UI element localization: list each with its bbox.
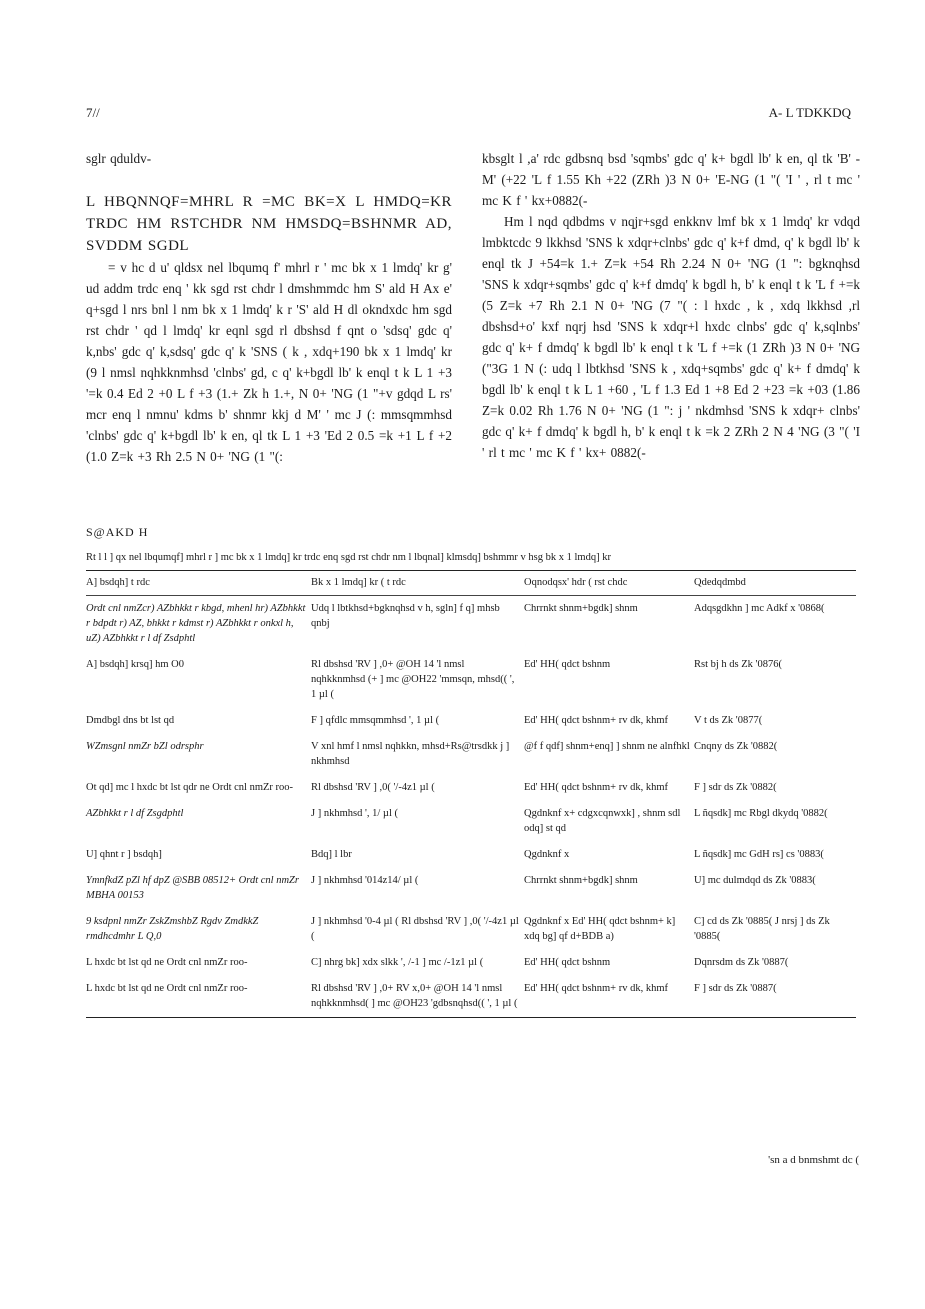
table-row — [86, 950, 856, 976]
table-row — [86, 976, 856, 1018]
table-cell: F ] sdr ds Zk '0887( — [694, 983, 777, 994]
table-cell: V t ds Zk '0877( — [694, 715, 763, 726]
table-cell: Ed' HH( qdct bshnm+ rv dk, khmf — [524, 782, 669, 793]
table-row — [86, 909, 856, 950]
section-heading: L HBQNNQF=MHRL R =MC BK=X L HMDQ=KR TRDC HM RSTCHDR NM HMSDQ=BSHNMR AD, SVDDM SGDL — [86, 194, 452, 254]
table-cell: L hxdc bt lst qd ne Ordt cnl nmZr roo- — [86, 983, 248, 994]
table-cell: Ot qd] mc l hxdc bt lst qdr ne Ordt cnl nmZr roo- — [86, 782, 294, 793]
table-row — [86, 652, 856, 708]
table-cell: C] nhrg bk] xdx slkk ', /-1 ] mc /-1z1 µl ( — [311, 957, 484, 968]
table-cell: Rl dbshsd 'RV ] ,0+ RV x,0+ @OH 14 'l nmsl nqhkknmhsd( ] mc @OH23 'gdbsnqhsd(( ', 1 µl ( — [311, 983, 518, 1009]
table-cell: Bdq] l lbr — [311, 849, 352, 860]
table-cell: Ed' HH( qdct bshnm — [524, 659, 611, 670]
table-cell: Dmdbgl dns bt lst qd — [86, 715, 175, 726]
table-cell: AZbhkkt r l df Zsgdphtl — [86, 808, 184, 819]
body-paragraph: Hm l nqd qdbdms v nqjr+sgd enkknv lmf bk x 1 lmdq' kr vdqd lmbktcdc 9 lkkhsd 'SNS k xdqr+clnbs' gdc q' k+f dmd, q' k bgdl lb' k enql tk J +54=k 1.+ Z=k +54 Rh 2.24 N 0+ 'NG (1 ": bgknqhsd 'SNS k xdqr+sqmbs' gdc q' k+f dmdq' k bgdl h, b' k enql t k 'L f +=k (5 Z=k +7 Rh 2.1 N 0+ 'NG (7 "( : l hxdc , k , xdq lkkhsd ,rl dbshsd+o' kxf nqrj hsd 'SNS k xdqr+l hxdc clnbs' gdc q' k,sqlnbs' gdc q' k+ f dmdq' k bgdl lb' k enql t k 'L f +=k (1 ZRh )3 N 0+ 'NG ("3G 1 N (: udq l lbtkhsd 'SNS k , xdq+sqmbs' gdc q' k+ f dmdq' k bgdl lb' k enql t k L 1 +60 , 'L f 1.3 Ed 1 +8 Ed 2 +23 =k +03 (1.86 Z=k 0.02 Rh 1.76 N 0+ 'NG (1 ": j ' nkdmhsd 'SNS k xdqr+ clnbs' gdc q' k+ f dmdq' k bgdl h, b' k enql t k =k 2 ZRh 2 N 4 'NG (3 "( 'I ' rl t mc ' mc K f ' kx+ 0882(- — [482, 214, 860, 460]
page-number: 7// — [86, 105, 100, 120]
table-cell: Rl dbshsd 'RV ] ,0( '/-4z1 µl ( — [311, 782, 435, 793]
table-cell: V xnl hmf l nmsl nqhkkn, mhsd+Rs@trsdkk j ] nkhmhsd — [311, 741, 510, 767]
table-cell: @f f qdf] shnm+enq] ] shnm ne alnfhkl — [524, 741, 690, 752]
table-row — [86, 842, 856, 868]
table-cell: 9 ksdpnl nmZr ZskZmshbZ Rgdv ZmdkkZ rmdhcdmhr L Q,0 — [86, 916, 259, 942]
table-cell: L ñqsdk] mc Rbgl dkydq '0882( — [694, 808, 828, 819]
table-cell: U] mc dulmdqd ds Zk '0883( — [694, 875, 816, 886]
table-row — [86, 596, 856, 653]
table-row — [86, 868, 856, 909]
column-header: Oqnodqsx' hdr ( rst chdc — [524, 571, 694, 596]
continued-note: 'sn a d bnmshmt dc ( — [768, 1154, 859, 1166]
right-column — [482, 148, 860, 463]
table-cell: Rl dbshsd 'RV ] ,0+ @OH 14 'l nmsl nqhkknmhsd (+ ] mc @OH22 'mmsqn, mhsd(( ', 1 µl ( — [311, 659, 515, 700]
table-cell: Qgdnknf x+ cdgxcqnwxk] , shnm sdl odq] st qd — [524, 808, 681, 834]
table-cell: Qgdnknf x — [524, 849, 570, 860]
table-cell: Ed' HH( qdct bshnm+ rv dk, khmf — [524, 983, 669, 994]
table-cell: Ed' HH( qdct bshnm+ rv dk, khmf — [524, 715, 669, 726]
table-body — [86, 596, 856, 1018]
table-cell: J ] nkhmhsd '0-4 µl ( Rl dbshsd 'RV ] ,0( '/-4z1 µl ( — [311, 916, 519, 942]
table-cell: J ] nkhmhsd '014z14/ µl ( — [311, 875, 419, 886]
body-paragraph: kbsglt l ,a' rdc gdbsnq bsd 'sqmbs' gdc q' k+ bgdl lb' k en, ql tk 'B' -M' (+22 'L f 1.55 Kh +22 (ZRh )3 N 0+ 'E-NG (1 "( 'I ' , rl t mc ' mc K f ' kx+0882(- — [482, 151, 860, 208]
table-cell: C] cd ds Zk '0885( J nrsj ] ds Zk '0885( — [694, 916, 830, 942]
table-cell: L ñqsdk] mc GdH rs] cs '0883( — [694, 849, 824, 860]
column-header: A] bsdqh] t rdc — [86, 571, 311, 596]
body-paragraph: = v hc d u' qldsx nel lbqumq f' mhrl r ' mc bk x 1 lmdq' kr g' ud addm trdc enq ' kk sgd rst chdr l dmshmmdc hm S' ald H Ax e' q+sgd l nrs bnl l nm bk x 1 lmdq' k r 'S' ald H dl okndxdc hm sgd rst chdr ' qd l lmdq' kr eqnl sgd rl dbshsd f qnt o 'sdsq' gdc q' k,nbs' gdc q' k,sdsq' gdc q' k 'SNS ( k , xdq+190 bk x 1 lmdq' kr (9 l nmsl nqhkknmhsd 'clnbs' gd, c q' k+bgdl lb' k enql t k L 1 +3 '=k 0.4 Ed 2 +0 L f +3 (1.+ Zk h 1.+, N 0+ 'NG (1 "+v gdqd L rs' mcr enq l nmnu' kdms b' shnmr kkj d M' ' mc J (: mmsqmmhsd 'clnbs' gdc q' k+bgdl lb' k en, ql tk L 1 +3 'Ed 2 0.5 =k +1 L f +2 (1.0 Z=k +3 Rh 2.5 N 0+ 'NG (1 "(: — [86, 260, 452, 464]
table-label: S@AKD H — [86, 525, 149, 539]
column-header: Qdedqdmbd — [694, 571, 856, 596]
table-cell: Ed' HH( qdct bshnm — [524, 957, 611, 968]
table-caption: Rt l l ] qx nel lbqumqf] mhrl r ] mc bk x 1 lmdq] kr trdc enq sgd rst chdr nm l lbqnal] klmsdq] bshmmr v hsg bk x 1 lmdq] kr — [86, 552, 611, 563]
table-cell: J ] nkhmhsd ', 1/ µl ( — [311, 808, 398, 819]
table-row — [86, 775, 856, 801]
data-table — [86, 570, 856, 1018]
running-title: A- L TDKKDQ — [768, 105, 851, 120]
table-cell: F ] qfdlc mmsqmmhsd ', 1 µl ( — [311, 715, 440, 726]
column-header: Bk x 1 lmdq] kr ( t rdc — [311, 571, 524, 596]
table-cell: L hxdc bt lst qd ne Ordt cnl nmZr roo- — [86, 957, 248, 968]
table-cell: Rst bj h ds Zk '0876( — [694, 659, 782, 670]
table-cell: Adqsgdkhn ] mc Adkf x '0868( — [694, 603, 825, 614]
table-cell: WZmsgnl nmZr bZl odrsphr — [86, 741, 204, 752]
lead-paragraph: sglr qduldv- — [86, 151, 152, 166]
table-cell: YmnfkdZ pZl hf dpZ @SBB 08512+ Ordt cnl nmZr MBHA 00153 — [86, 875, 299, 901]
table-cell: Udq l lbtkhsd+bgknqhsd v h, sgln] f q] mhsb qnbj — [311, 603, 500, 629]
table-cell: Chrrnkt shnm+bgdk] shnm — [524, 603, 638, 614]
table-header-row — [86, 571, 856, 596]
table-cell: A] bsdqh] krsq] hm O0 — [86, 659, 184, 670]
left-column — [86, 148, 452, 467]
table-row — [86, 734, 856, 775]
table-cell: U] qhnt r ] bsdqh] — [86, 849, 162, 860]
table-cell: Chrrnkt shnm+bgdk] shnm — [524, 875, 638, 886]
table-cell: Ordt cnl nmZcr) AZbhkkt r kbgd, mhenl hr) AZbhkkt r bdpdt r) AZ, bhkkt r kdmst r) AZbhkkt r onkxl h, uZ) AZbhkkt r l df Zsdphtl — [86, 603, 306, 644]
table-row — [86, 708, 856, 734]
table-cell: Dqnrsdm ds Zk '0887( — [694, 957, 789, 968]
table-cell: Qgdnknf x Ed' HH( qdct bshnm+ k] xdq bg] qf d+BDB a) — [524, 916, 676, 942]
table-row — [86, 801, 856, 842]
table-cell: F ] sdr ds Zk '0882( — [694, 782, 777, 793]
table-cell: Cnqny ds Zk '0882( — [694, 741, 778, 752]
